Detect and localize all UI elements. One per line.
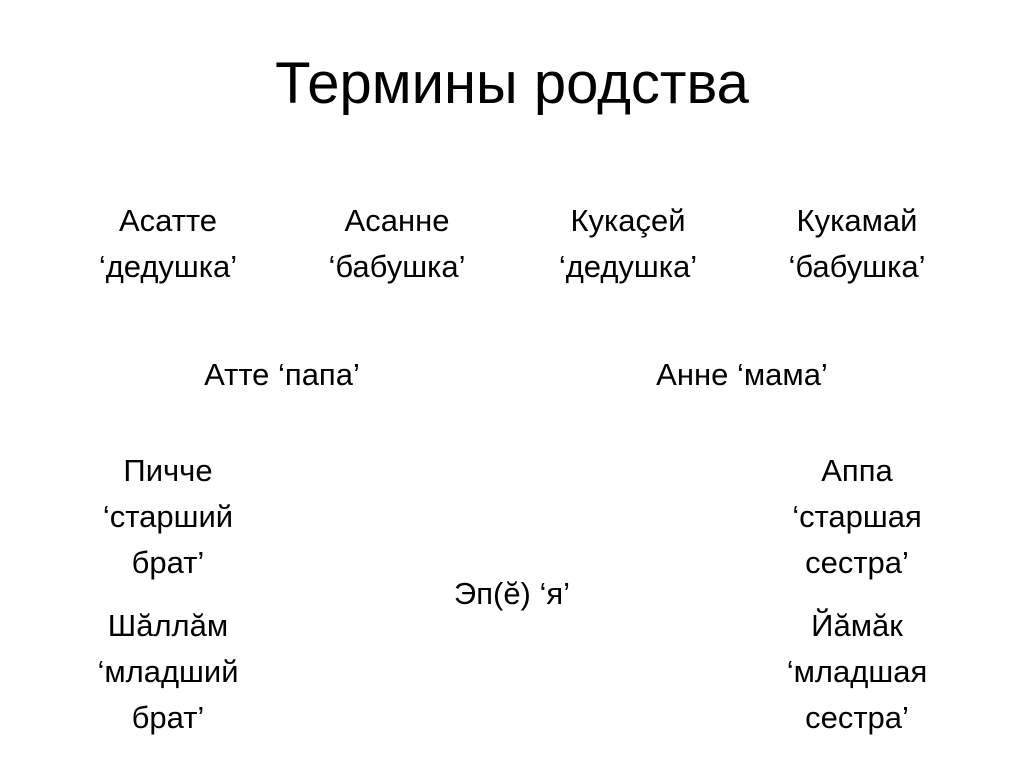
- kin-term-mother: Анне ‘мама’: [656, 357, 828, 392]
- sibling-older-sister: [757, 448, 957, 586]
- kin-gloss-line: ‘младший: [97, 654, 239, 689]
- sibling-younger-brother: [68, 603, 268, 741]
- sibling-younger-sister: [757, 603, 957, 741]
- kin-gloss-line: ‘младшая: [786, 654, 928, 689]
- kin-gloss-line: ‘старший: [102, 499, 234, 534]
- kin-gloss-line: сестра’: [805, 700, 909, 735]
- ego: [412, 571, 612, 617]
- kin-gloss: ‘бабушка’: [788, 249, 926, 284]
- slide-title: Термины родства: [275, 51, 749, 116]
- grandparent-asanne: [297, 198, 497, 290]
- kin-term: Аппа: [821, 453, 893, 488]
- kin-gloss-line: брат’: [131, 700, 205, 735]
- kin-gloss-line: ‘старшая: [792, 499, 922, 534]
- grandparent-asatte: [68, 198, 268, 290]
- grandparent-kukasey: [528, 198, 728, 290]
- kin-term-ego: Эп(ĕ) ‘я’: [453, 576, 571, 611]
- kin-gloss-line: брат’: [131, 545, 205, 580]
- parent-father: [132, 352, 432, 398]
- kin-term: Кукамай: [796, 203, 918, 238]
- grandparent-kukamay: [757, 198, 957, 290]
- kin-term: Йăмăк: [811, 608, 903, 643]
- kin-term: Асатте: [118, 203, 218, 238]
- kin-gloss: ‘бабушка’: [328, 249, 466, 284]
- kin-term: Пичче: [123, 453, 213, 488]
- kin-gloss: ‘дедушка’: [558, 249, 698, 284]
- kin-gloss-line: сестра’: [805, 545, 909, 580]
- kin-term-father: Атте ‘папа’: [204, 357, 360, 392]
- kin-term: Асанне: [344, 203, 450, 238]
- kin-term: Шăллăм: [107, 608, 229, 643]
- kin-term: Кукаçей: [570, 203, 686, 238]
- kin-gloss: ‘дедушка’: [98, 249, 238, 284]
- sibling-older-brother: [68, 448, 268, 586]
- parent-mother: [592, 352, 892, 398]
